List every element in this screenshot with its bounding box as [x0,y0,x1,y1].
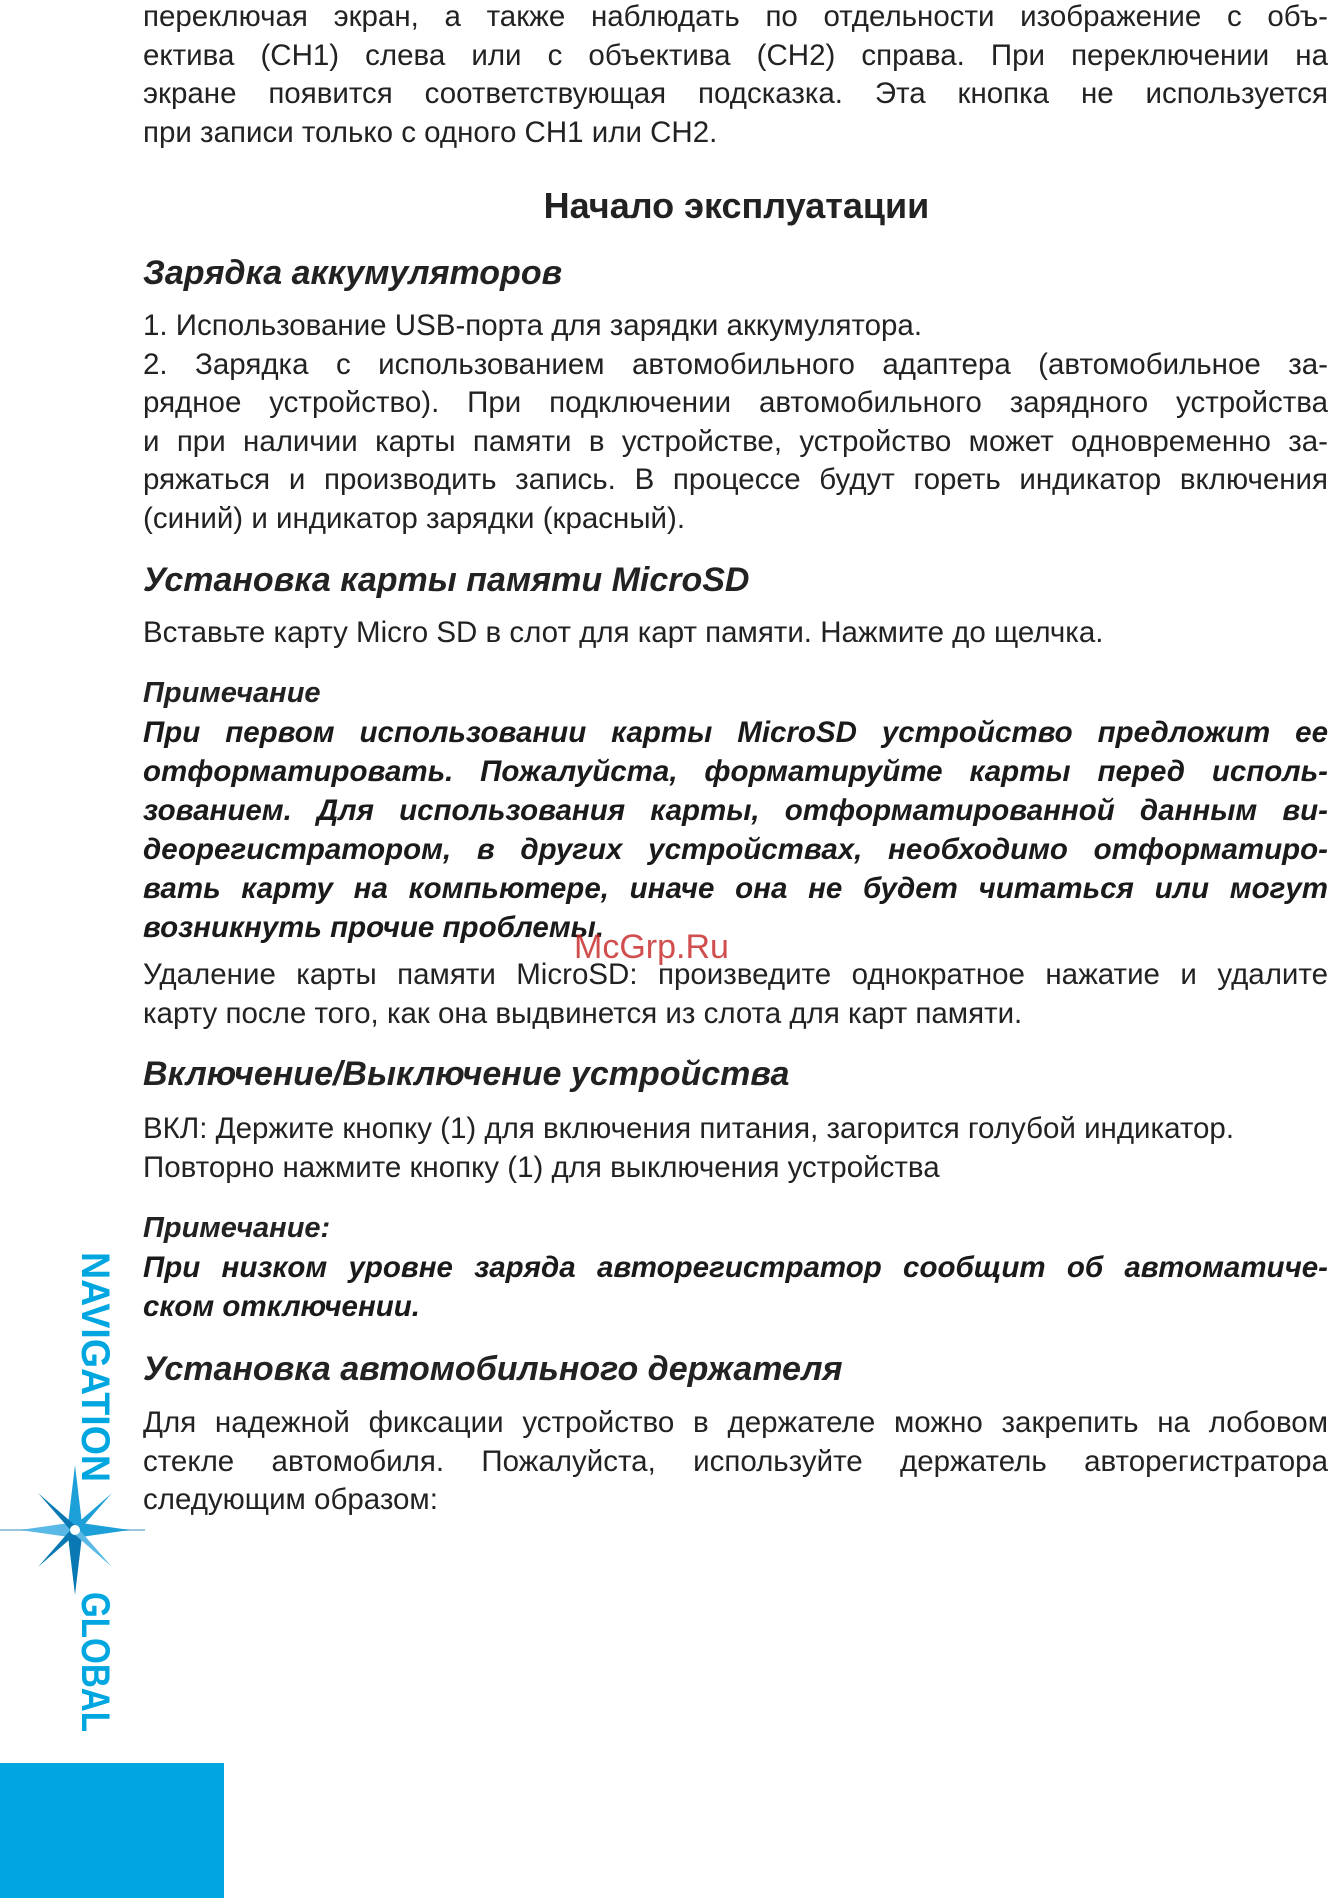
holder-paragraph [143,1404,1328,1520]
text-line: ВКЛ: Держите кнопку (1) для включения питания, загорится голубой индикатор. [143,1112,1235,1145]
microsd-note [143,713,1328,947]
text-line: Вставьте карту Micro SD в слот для карт памяти. Нажмите до щелчка. [143,616,1104,649]
section-heading-holder: Установка автомобильного держателя [143,1350,843,1388]
text-line: 1. Использование USB-порта для зарядки аккумулятора. [143,309,923,342]
page-content [143,0,1330,1898]
brand-word-navigation: NAVIGATION [73,1252,117,1498]
text-line: 2. Зарядка с использованием автомобильного адаптера (автомобильное за- [143,347,1328,381]
brand-logo [0,1240,150,1760]
text-line: При низком уровне заряда авторегистратор сообщит об автоматиче- [143,1251,1328,1284]
text-line: ектива (CH1) слева или с объектива (CH2) справа. При переключении на [143,38,1328,72]
text-line: Для надежной фиксации устройство в держателе можно закрепить на лобовом [143,1406,1328,1439]
note-title: Примечание [143,677,321,709]
note-title: Примечание: [143,1212,331,1244]
text-line: отформатировать. Пожалуйста, форматируйте карты перед исполь- [143,755,1328,788]
text-line: ряжаться и производить запись. В процессе будут гореть индикатор включения [143,463,1328,496]
text-line: ском отключении. [143,1290,420,1323]
text-line: вать карту на компьютере, иначе она не будет читаться или могут [143,872,1328,905]
brand-word-global: GLOBAL [73,1592,117,1760]
text-line: Удаление карты памяти MicroSD: произведите однократное нажатие и удалите [143,958,1328,991]
text-line: и при наличии карты памяти в устройстве, устройство может одновременно за- [143,424,1328,458]
text-line: зованием. Для использования карты, отформатированной данным ви- [143,794,1328,827]
text-line: Повторно нажмите кнопку (1) для выключения устройства [143,1150,940,1184]
brand-logo-graphic [0,1240,150,1760]
charging-paragraph [143,307,1328,538]
text-line: деорегистратором, в других устройствах, необходимо отформатиро- [143,833,1328,866]
main-heading: Начало эксплуатации [543,185,930,226]
microsd-insert-text [143,614,1328,653]
text-line: (синий) и индикатор зарядки (красный). [143,501,686,535]
compass-star-icon [0,1465,145,1595]
microsd-removal-text [143,956,1328,1033]
text-line: переключая экран, а также наблюдать по отдельности изображение с объ- [143,0,1328,33]
text-line: стекле автомобиля. Пожалуйста, используйте держатель авторегистратора [143,1444,1328,1478]
text-line: экране появится соответствующая подсказка. Эта кнопка не используется [143,77,1328,110]
text-line: следующим образом: [143,1483,438,1516]
text-line: возникнуть прочие проблемы. [143,911,605,944]
section-heading-microsd: Установка карты памяти MicroSD [143,561,750,599]
power-note [143,1248,1328,1326]
blue-corner-bar [0,1763,224,1898]
text-line: При первом использовании карты MicroSD устройство предложит ее [143,716,1328,749]
intro-paragraph [143,0,1328,152]
text-line: при записи только с одного CH1 или CH2. [143,115,718,149]
power-paragraph [143,1110,1328,1187]
watermark: McGrp.Ru [574,928,729,966]
text-line: карту после того, как она выдвинется из слота для карт памяти. [143,996,1023,1030]
section-heading-charging: Зарядка аккумуляторов [143,254,563,292]
text-line: рядное устройство). При подключении автомобильного зарядного устройства [143,386,1328,419]
section-heading-power: Включение/Выключение устройства [143,1055,790,1093]
